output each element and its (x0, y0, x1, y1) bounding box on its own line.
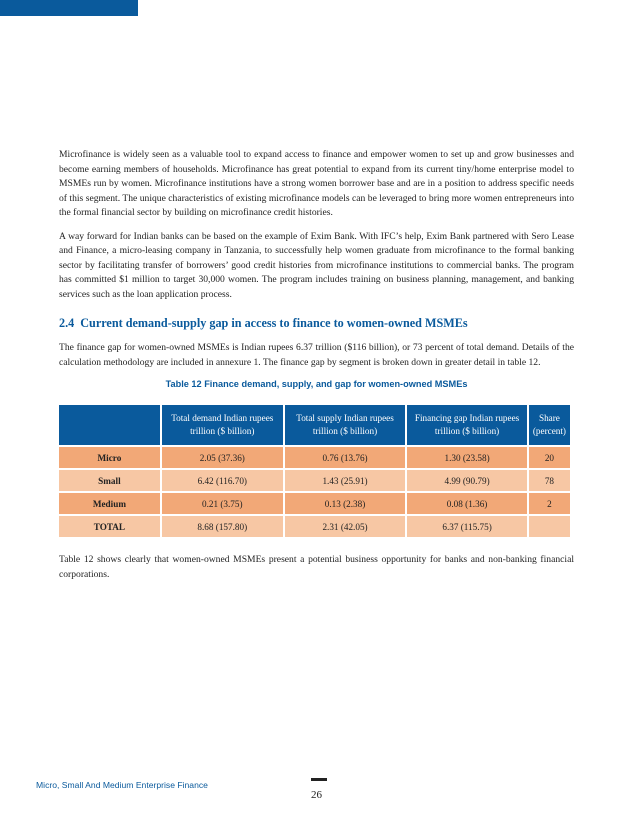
finance-gap-table (57, 403, 572, 539)
table-row-label: TOTAL (59, 516, 160, 537)
paragraph-exim-bank: A way forward for Indian banks can be based on the example of Exim Bank. With IFC’s help, Exim Bank partnered with Sero Lease and Finance, a micro-leasing company in Tanzania, to successfully help women graduate from microfinance to the formal banking sector by facilitating transfer of borrowers’ good credit histories from microfinance institutions to commercial banks. The program has committed $1 million to target 30,000 women. The program includes training on business planning, management, and banking services such as the loan application process. (59, 230, 574, 300)
table-header-row (59, 405, 570, 445)
table-cell: 1.43 (25.91) (285, 470, 406, 491)
paragraph-microfinance: Microfinance is widely seen as a valuable tool to expand access to finance and empower women to set up and grow businesses and become earning members of households. Microfinance has great potential to expand from its current tiny/home enterprise model to MSMEs run by women. Microfinance institutions have a strong women borrower base and are in a position to address specific needs of this segment. The unique characteristics of existing microfinance models can be leveraged to bring more women entrepreneurs into the formal financial sector by building on microfinance credit histories. (59, 149, 574, 218)
footer-divider (311, 778, 327, 781)
table-cell: 6.37 (115.75) (407, 516, 527, 537)
table-cell: 2.31 (42.05) (285, 516, 406, 537)
table-header-financing-gap: Financing gap Indian rupees trillion ($ billion) (407, 405, 527, 445)
table-cell: 4.99 (90.79) (407, 470, 527, 491)
table-cell: 2 (529, 493, 570, 514)
section-number: 2.4 (59, 316, 75, 330)
paragraph-finance-gap: The finance gap for women-owned MSMEs is Indian rupees 6.37 trillion ($116 billion), or 73 percent of total demand. Details of the calculation methodology are included in annexure 1. The finance gap by segment is broken down in greater detail in table 12. (59, 342, 574, 368)
table-row (59, 470, 570, 491)
table-header-total-demand: Total demand Indian rupees trillion ($ billion) (162, 405, 283, 445)
table-row-label: Medium (59, 493, 160, 514)
table-cell: 2.05 (37.36) (162, 447, 283, 468)
section-heading (59, 316, 574, 331)
table-row-label: Micro (59, 447, 160, 468)
table-header-share: Share (percent) (529, 405, 570, 445)
header-color-bar (0, 0, 138, 16)
table-cell: 0.21 (3.75) (162, 493, 283, 514)
table-cell: 78 (529, 470, 570, 491)
table-header-total-supply: Total supply Indian rupees trillion ($ billion) (285, 405, 406, 445)
table-cell: 1.30 (23.58) (407, 447, 527, 468)
page-number: 26 (311, 789, 322, 801)
table-cell (529, 516, 570, 537)
table-cell: 8.68 (157.80) (162, 516, 283, 537)
page-content (59, 148, 574, 591)
section-title: Current demand-supply gap in access to finance to women-owned MSMEs (80, 316, 468, 330)
table-header-blank (59, 405, 160, 445)
table-cell: 20 (529, 447, 570, 468)
paragraph-conclusion: Table 12 shows clearly that women-owned MSMEs present a potential business opportunity for banks and non-banking financial corporations. (59, 554, 574, 580)
table-cell: 6.42 (116.70) (162, 470, 283, 491)
table-row (59, 447, 570, 468)
table-cell: 0.13 (2.38) (285, 493, 406, 514)
table-cell: 0.76 (13.76) (285, 447, 406, 468)
table-caption: Table 12 Finance demand, supply, and gap for women-owned MSMEs (165, 379, 468, 389)
table-row-label: Small (59, 470, 160, 491)
footer-document-title: Micro, Small And Medium Enterprise Finance (36, 780, 208, 790)
table-cell: 0.08 (1.36) (407, 493, 527, 514)
table-row (59, 516, 570, 537)
table-row (59, 493, 570, 514)
